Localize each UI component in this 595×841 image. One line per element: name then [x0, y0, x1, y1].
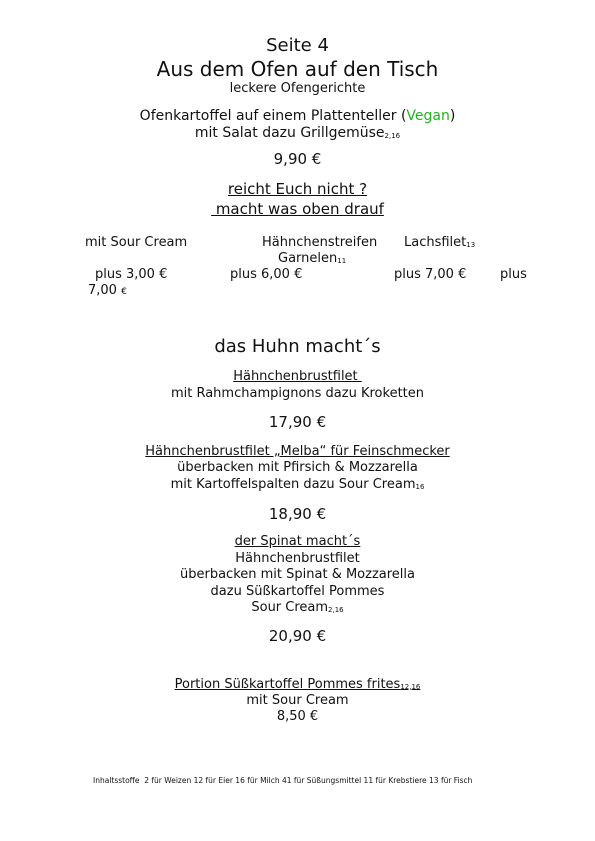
dish2-allergens: 16 — [415, 483, 425, 491]
dish3-desc3: dazu Süßkartoffel Pommes — [210, 584, 385, 599]
topping-lachs — [404, 235, 475, 250]
allergen-footnote: Inhaltsstoffe 2 für Weizen 12 für Eier 16 für Milch 41 für Süßungsmittel 11 für Krebstiere 13 für Fisch — [93, 776, 473, 785]
topping-price-4b-value: 7,00 — [88, 283, 122, 298]
topping-lachs-allergens: 13 — [466, 241, 476, 249]
ofenkartoffel-line2 — [0, 125, 595, 141]
vegan-label: Vegan — [406, 108, 450, 124]
topping-haehnchen: Hähnchenstreifen — [262, 235, 378, 250]
dish4-price: 8,50 € — [276, 709, 319, 724]
dish4-name — [175, 677, 421, 692]
page-number: Seite 4 — [266, 35, 329, 56]
dish3-desc2: überbacken mit Spinat & Mozzarella — [180, 567, 415, 582]
ofenkartoffel-allergens: 2,16 — [384, 132, 401, 140]
topping-garnelen-allergens: 11 — [337, 257, 347, 265]
topping-price-1: plus 3,00 € — [95, 267, 168, 282]
dish2-desc2-text: mit Kartoffelspalten dazu Sour Cream — [170, 477, 416, 492]
topping-sour-cream: mit Sour Cream — [85, 235, 188, 250]
dish1-name: Hähnchenbrustfilet — [233, 369, 362, 384]
dish3-price: 20,90 € — [268, 627, 327, 645]
dish3-allergens: 2,16 — [328, 606, 344, 614]
dish3-desc4-text: Sour Cream — [251, 600, 329, 615]
dish2-desc1: überbacken mit Pfirsich & Mozzarella — [177, 460, 418, 475]
ofenkartoffel-price: 9,90 € — [273, 150, 322, 168]
topping-heading-line2: macht was oben drauf — [211, 200, 384, 218]
ofenkartoffel-line1 — [0, 108, 595, 124]
dish4-name-text: Portion Süßkartoffel Pommes frites — [174, 677, 401, 692]
dish3-desc1: Hähnchenbrustfilet — [235, 551, 360, 566]
dish2-price: 18,90 € — [268, 505, 327, 523]
topping-price-4a: plus — [500, 267, 527, 282]
dish1-price: 17,90 € — [268, 413, 327, 431]
dish3-name: der Spinat macht´s — [234, 534, 361, 549]
section-title: das Huhn macht´s — [214, 336, 381, 357]
page-title: Aus dem Ofen auf den Tisch — [156, 57, 439, 81]
topping-garnelen — [278, 251, 346, 266]
dish1-desc: mit Rahmchampignons dazu Kroketten — [170, 386, 425, 401]
ofenkartoffel-name: Ofenkartoffel auf einem Plattenteller ( — [139, 108, 407, 124]
ofenkartoffel-paren: ) — [449, 108, 456, 124]
topping-lachs-label: Lachsfilet — [404, 235, 467, 250]
topping-price-3: plus 7,00 € — [394, 267, 467, 282]
ofenkartoffel-desc: mit Salat dazu Grillgemüse — [194, 125, 385, 141]
dish2-name: Hähnchenbrustfilet „Melba“ für Feinschmecker — [145, 444, 450, 459]
topping-heading-line1: reicht Euch nicht ? — [227, 180, 368, 198]
dish4-name-line — [0, 677, 595, 692]
dish4-desc: mit Sour Cream — [246, 693, 349, 708]
dish2-desc2 — [0, 477, 595, 492]
topping-garnelen-label: Garnelen — [278, 251, 338, 266]
dish3-desc4 — [0, 600, 595, 615]
dish4-allergens: 12,16 — [400, 683, 421, 691]
page-subtitle: leckere Ofengerichte — [229, 81, 366, 96]
topping-price-2: plus 6,00 € — [230, 267, 303, 282]
topping-price-4b — [88, 283, 127, 298]
topping-price-4b-euro: € — [121, 287, 127, 297]
